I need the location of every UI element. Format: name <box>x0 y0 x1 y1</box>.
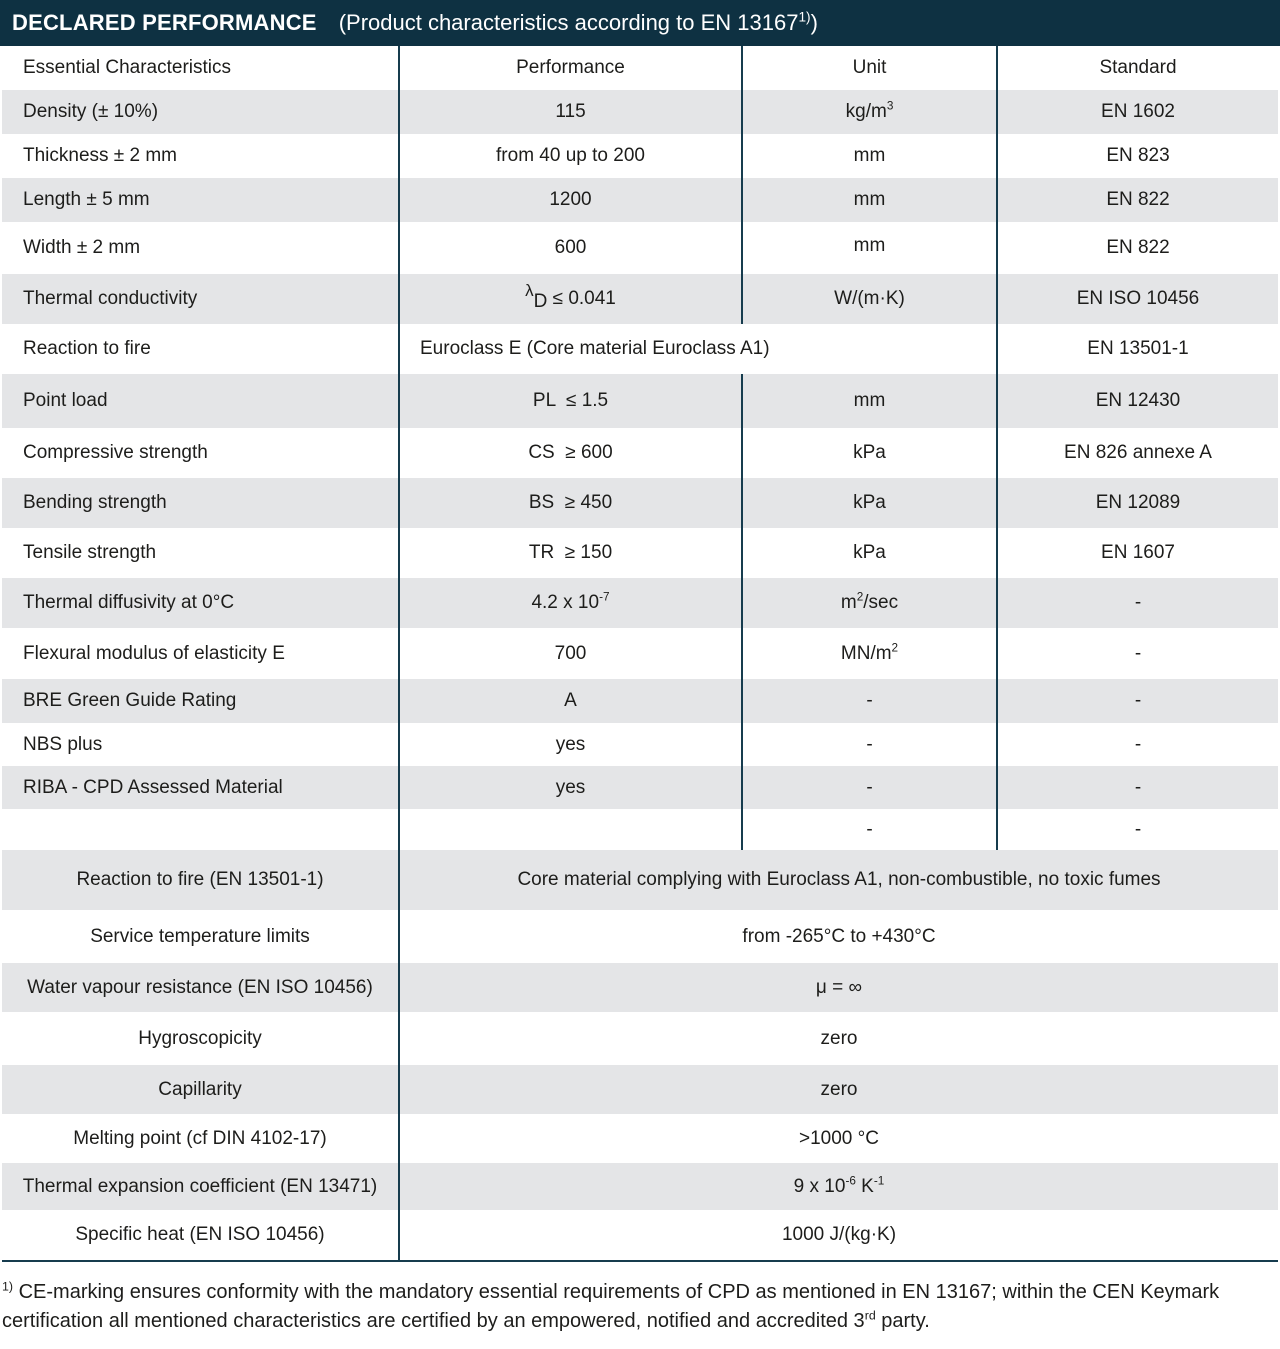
table-row <box>2 478 1278 528</box>
property-name: Melting point (cf DIN 4102-17) <box>2 1114 399 1163</box>
property-value: 9 x $10^{-6}$ $K^{-1}$ <box>399 1163 1278 1210</box>
row-unit: - <box>742 723 997 766</box>
row-characteristic: Flexural modulus of elasticity E <box>2 628 399 679</box>
table-row <box>2 628 1278 679</box>
row-unit: $MN/m^2$ <box>742 628 997 679</box>
table-subtitle: (Product characteristics according to EN 13167$^{1)}$) <box>338 9 818 35</box>
table-row <box>2 90 1278 134</box>
row-performance <box>399 809 742 850</box>
property-name: Capillarity <box>2 1065 399 1114</box>
row-performance: TR ≥ 150 <box>399 528 742 578</box>
row-characteristic: Compressive strength <box>2 428 399 478</box>
table-title: DECLARED PERFORMANCE <box>12 10 317 35</box>
property-row <box>2 910 1278 963</box>
table-row <box>2 178 1278 222</box>
row-performance: 700 <box>399 628 742 679</box>
table-row <box>2 809 1278 850</box>
table-row <box>2 679 1278 723</box>
property-row <box>2 1012 1278 1065</box>
column-header-unit: Unit <box>742 46 997 90</box>
row-characteristic: Density (± 10%) <box>2 90 399 134</box>
row-characteristic: Length ± 5 mm <box>2 178 399 222</box>
row-standard: EN ISO 10456 <box>997 274 1278 324</box>
row-performance: BS ≥ 450 <box>399 478 742 528</box>
table-row <box>2 723 1278 766</box>
table-row <box>2 528 1278 578</box>
row-standard: - <box>1134 818 1142 840</box>
property-name: Specific heat (EN ISO 10456) <box>2 1210 399 1261</box>
row-unit: kPa <box>742 478 997 528</box>
table-header-bar <box>0 0 1280 46</box>
row-characteristic: Thermal diffusivity at 0°C <box>2 578 399 628</box>
property-name: Service temperature limits <box>2 910 399 963</box>
row-performance: 1200 <box>399 178 742 222</box>
row-performance: yes <box>399 766 742 809</box>
row-characteristic <box>2 809 399 850</box>
property-value: zero <box>399 1065 1278 1114</box>
property-value: μ = ∞ <box>399 963 1278 1012</box>
property-row <box>2 1065 1278 1114</box>
table-row <box>2 578 1278 628</box>
row-unit: mm <box>742 134 997 178</box>
column-header-row <box>2 46 1278 90</box>
row-performance: CS ≥ 600 <box>399 428 742 478</box>
row-performance: PL ≤ 1.5 <box>399 374 742 428</box>
row-performance: λD ≤ 0.041 <box>399 274 742 324</box>
declared-performance-table <box>2 46 1278 1262</box>
row-standard: EN 822 <box>997 178 1278 222</box>
row-characteristic: BRE Green Guide Rating <box>2 679 399 723</box>
row-unit: kPa <box>742 528 997 578</box>
table-row <box>2 222 1278 274</box>
row-standard: - <box>1134 733 1142 755</box>
row-unit: W/(m·K) <box>742 274 997 324</box>
column-header-characteristics: Essential Characteristics <box>2 46 399 90</box>
row-characteristic: Width ± 2 mm <box>2 222 399 274</box>
property-value: from -265°C to +430°C <box>742 925 936 947</box>
table-row <box>2 766 1278 809</box>
row-performance: yes <box>399 723 742 766</box>
row-characteristic: RIBA - CPD Assessed Material <box>2 766 399 809</box>
row-unit: kPa <box>742 428 997 478</box>
row-standard: EN 12089 <box>997 478 1278 528</box>
property-name: Water vapour resistance (EN ISO 10456) <box>2 963 399 1012</box>
row-characteristic: NBS plus <box>2 723 399 766</box>
property-row <box>2 1163 1278 1210</box>
property-name: Reaction to fire (EN 13501-1) <box>2 850 399 910</box>
row-unit: $m^2/\sec$ <box>742 578 997 628</box>
row-performance: 115 <box>399 90 742 134</box>
row-unit: - <box>742 766 997 809</box>
table-row <box>2 324 1278 374</box>
row-characteristic: Point load <box>2 374 399 428</box>
footnote-marker: 1) <box>2 1279 14 1294</box>
row-unit: - <box>742 809 997 850</box>
row-performance: 600 <box>399 222 742 274</box>
column-header-performance: Performance <box>399 46 742 90</box>
property-value: 1000 J/(kg·K) <box>399 1210 1278 1261</box>
property-row <box>2 1210 1278 1261</box>
row-standard: EN 822 <box>1106 237 1170 258</box>
row-unit: - <box>742 679 997 723</box>
row-characteristic: Bending strength <box>2 478 399 528</box>
property-row <box>2 1114 1278 1163</box>
row-standard: - <box>997 679 1278 723</box>
table-row <box>2 274 1278 324</box>
row-characteristic: Thermal conductivity <box>2 274 399 324</box>
row-characteristic: Tensile strength <box>2 528 399 578</box>
property-row <box>2 963 1278 1012</box>
row-performance: from 40 up to 200 <box>399 134 742 178</box>
row-standard: EN 1607 <box>1101 542 1175 563</box>
property-value: Core material complying with Euroclass A1, non-combustible, no toxic fumes <box>399 850 1278 910</box>
row-standard: - <box>1134 642 1142 664</box>
footnote: $^{1)}$ CE-marking ensures conformity with the mandatory essential requirements of CPD as mentioned in EN 13167; within the CEN Keymark certification all mentioned characteristics are certified by an empowered, notified and accredited 3rd party. <box>2 1279 1220 1332</box>
row-standard: EN 1602 <box>997 90 1278 134</box>
row-standard: EN 826 annexe A <box>1064 442 1212 463</box>
row-performance: A <box>399 679 742 723</box>
row-standard: - <box>997 766 1278 809</box>
property-name: Thermal expansion coefficient (EN 13471) <box>2 1163 399 1210</box>
row-standard: EN 12430 <box>997 374 1278 428</box>
property-value: zero <box>820 1027 858 1049</box>
row-unit: mm <box>742 374 997 428</box>
lambda-symbol: λ <box>525 281 534 300</box>
row-performance: Euroclass E (Core material Euroclass A1) <box>399 324 997 374</box>
row-standard: EN 13501-1 <box>1087 338 1189 359</box>
row-unit: mm <box>742 222 997 274</box>
property-name: Hygroscopicity <box>2 1012 399 1065</box>
column-header-standard: Standard <box>1099 57 1177 78</box>
row-characteristic: Reaction to fire <box>2 324 399 374</box>
row-unit: mm <box>742 178 997 222</box>
table-row <box>2 374 1278 428</box>
row-performance: 4.2 x $10^{-7}$ <box>399 578 742 628</box>
row-unit: $kg/m^3$ <box>742 90 997 134</box>
row-standard: - <box>997 578 1278 628</box>
row-standard: EN 823 <box>1106 145 1170 166</box>
table-row <box>2 428 1278 478</box>
property-value: >1000 °C <box>799 1127 879 1149</box>
table-row <box>2 134 1278 178</box>
row-characteristic: Thickness ± 2 mm <box>2 134 399 178</box>
property-row <box>2 850 1278 910</box>
